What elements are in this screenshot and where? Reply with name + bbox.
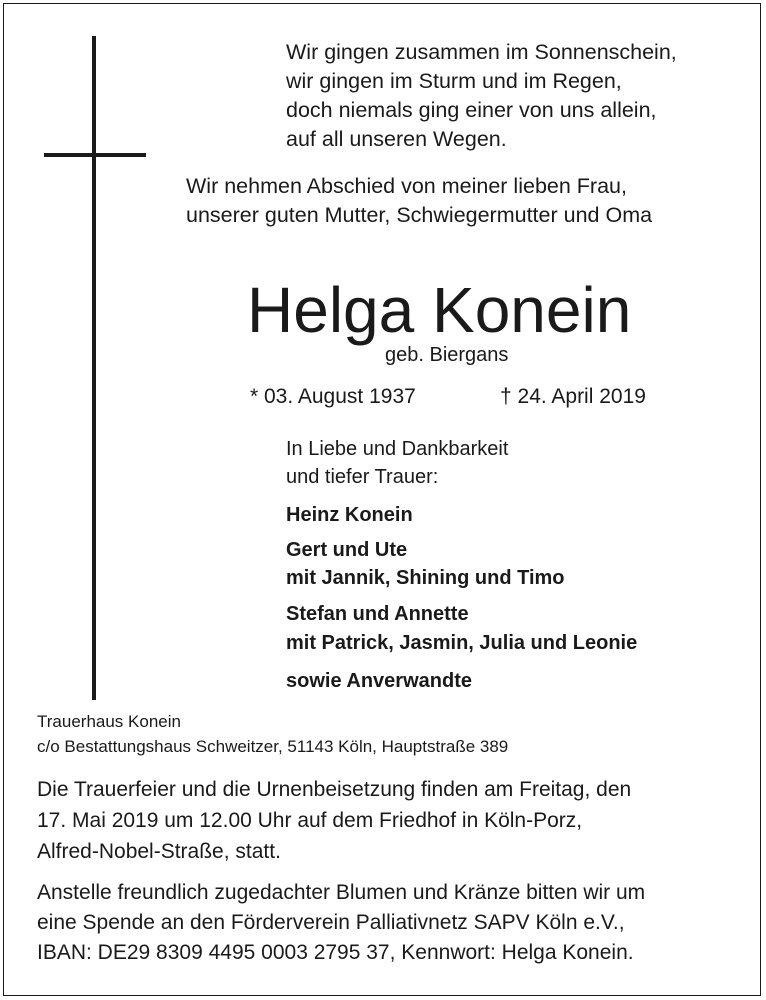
death-date: † 24. April 2019 (500, 385, 646, 408)
intro-line-2: unserer guten Mutter, Schwiegermutter und Oma (186, 203, 653, 227)
poem-line-3: doch niemals ging einer von uns allein, (286, 98, 657, 122)
donation-line-2: eine Spende an den Förderverein Palliativnetz SAPV Köln e.V., (37, 911, 625, 934)
poem-line-2: wir gingen im Sturm und im Regen, (286, 69, 622, 93)
family-member-3: mit Jannik, Shining und Timo (286, 567, 565, 589)
donation-line-3: IBAN: DE29 8309 4495 0003 2795 37, Kennwort: Helga Konein. (37, 941, 634, 964)
mourning-line-1: In Liebe und Dankbarkeit (286, 438, 509, 460)
cross-horizontal-bar (44, 153, 146, 157)
family-member-4: Stefan und Annette (286, 603, 469, 625)
family-member-5: mit Patrick, Jasmin, Julia und Leonie (286, 632, 638, 654)
family-member-1: Heinz Konein (286, 504, 413, 526)
mourning-line-2: und tiefer Trauer: (286, 466, 439, 488)
poem-line-4: auf all unseren Wegen. (286, 127, 507, 151)
address-line-1: Trauerhaus Konein (37, 712, 181, 731)
ceremony-line-3: Alfred-Nobel-Straße, statt. (37, 840, 281, 863)
address-line-2: c/o Bestattungshaus Schweitzer, 51143 Köln, Hauptstraße 389 (37, 737, 509, 756)
cross-vertical-bar (92, 36, 96, 700)
ceremony-line-2: 17. Mai 2019 um 12.00 Uhr auf dem Friedhof in Köln-Porz, (37, 809, 583, 832)
maiden-name: geb. Biergans (385, 344, 509, 366)
family-member-2: Gert und Ute (286, 539, 408, 561)
birth-date: * 03. August 1937 (250, 385, 416, 408)
poem-line-1: Wir gingen zusammen im Sonnenschein, (286, 40, 677, 64)
deceased-name: Helga Konein (247, 274, 632, 346)
family-member-6: sowie Anverwandte (286, 670, 472, 692)
ceremony-line-1: Die Trauerfeier und die Urnenbeisetzung finden am Freitag, den (37, 778, 632, 801)
donation-line-1: Anstelle freundlich zugedachter Blumen und Kränze bitten wir um (37, 881, 646, 904)
intro-line-1: Wir nehmen Abschied von meiner lieben Frau, (186, 174, 627, 198)
